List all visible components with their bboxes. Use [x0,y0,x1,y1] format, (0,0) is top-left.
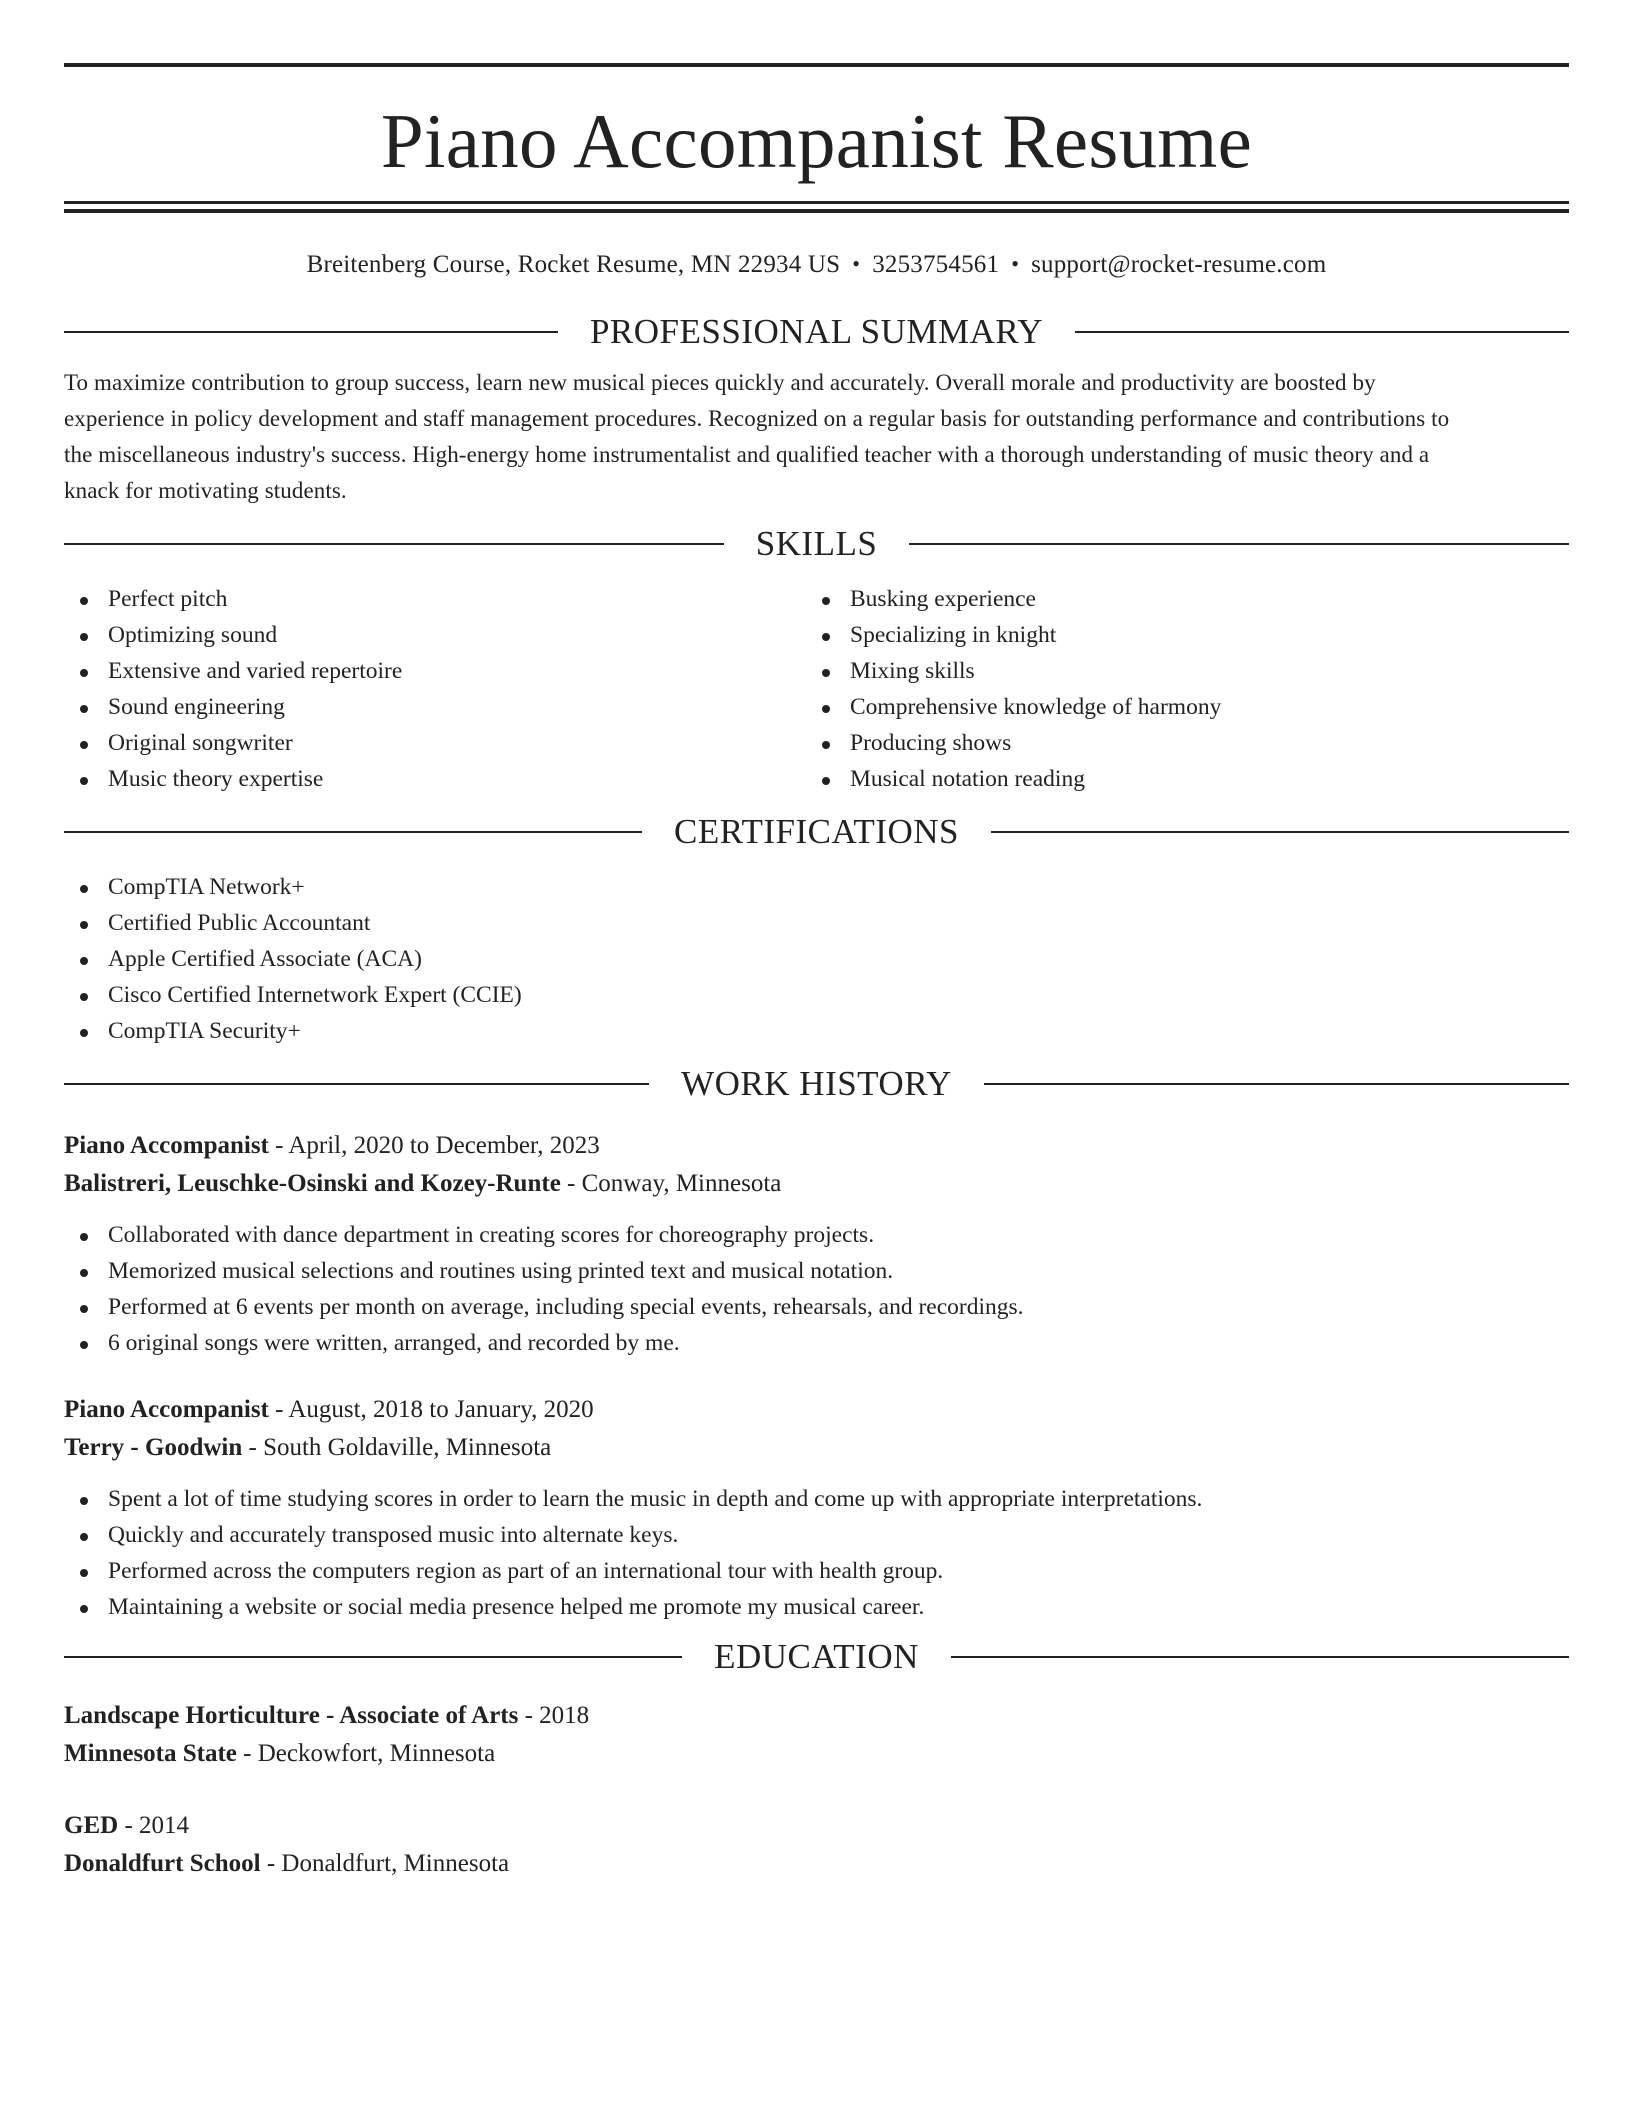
skill-item: Music theory expertise [64,761,806,797]
contact-phone: 3253754561 [872,251,1000,278]
skill-item: Musical notation reading [806,761,1548,797]
job-bullets [64,1217,1569,1361]
skill-item: Mixing skills [806,653,1548,689]
education-degree: Landscape Horticulture - Associate of Arts [64,1702,519,1729]
section-rule [64,1656,682,1658]
section-rule [991,831,1569,833]
job-entry [64,1391,1569,1625]
job-bullet: Quickly and accurately transposed music into alternate keys. [64,1517,1569,1553]
job-role: Piano Accompanist [64,1396,269,1423]
summary-line: experience in policy development and staff management procedures. Recognized on a regular basis for outstanding performance and contributions to [64,406,1450,431]
contact-separator: • [1011,251,1020,276]
education-entry [64,1697,1569,1773]
skill-item: Producing shows [806,725,1548,761]
skills-list-left [64,581,806,797]
section-rule [64,543,724,545]
certification-item: Cisco Certified Internetwork Expert (CCIE) [64,977,1569,1013]
job-title-line [64,1391,1569,1429]
section-rule [64,831,642,833]
section-header-certifications [64,810,1569,854]
certification-item: Certified Public Accountant [64,905,1569,941]
education-year: - 2014 [118,1812,190,1839]
skill-item: Optimizing sound [64,617,806,653]
certification-item: Apple Certified Associate (ACA) [64,941,1569,977]
job-bullet: Performed at 6 events per month on average, including special events, rehearsals, and recordings. [64,1289,1569,1325]
certification-item: CompTIA Network+ [64,869,1569,905]
job-company: Balistreri, Leuschke-Osinski and Kozey-Runte [64,1170,561,1197]
section-rule [64,1083,649,1085]
job-location: - South Goldaville, Minnesota [242,1434,552,1461]
job-role: Piano Accompanist [64,1132,269,1159]
section-rule [64,331,558,333]
job-bullet: Performed across the computers region as part of an international tour with health group. [64,1553,1569,1589]
contact-separator: • [852,251,861,276]
job-bullet: 6 original songs were written, arranged, and recorded by me. [64,1325,1569,1361]
job-location: - Conway, Minnesota [560,1170,782,1197]
skill-item: Extensive and varied repertoire [64,653,806,689]
job-bullet: Collaborated with dance department in creating scores for choreography projects. [64,1217,1569,1253]
summary-text [64,365,1569,509]
education-degree-line [64,1807,1569,1845]
section-header-work [64,1062,1569,1106]
section-title-summary: PROFESSIONAL SUMMARY [589,312,1044,351]
section-header-education [64,1635,1569,1679]
education-school-line [64,1735,1569,1773]
section-rule [984,1083,1569,1085]
education-location: - Donaldfurt, Minnesota [260,1850,510,1877]
job-entry [64,1127,1569,1361]
education-degree-line [64,1697,1569,1735]
section-header-summary [64,310,1569,354]
education-entry [64,1807,1569,1883]
summary-line: knack for motivating students. [64,478,347,503]
summary-line: the miscellaneous industry's success. High-energy home instrumentalist and qualified teacher with a thorough understanding of music theory and a [64,442,1430,467]
education-school: Minnesota State [64,1740,237,1767]
section-rule [951,1656,1569,1658]
job-company-line [64,1429,1569,1467]
section-title-work: WORK HISTORY [681,1064,952,1103]
skill-item: Specializing in knight [806,617,1548,653]
certifications-list [64,869,1569,1049]
education-degree: GED [64,1812,119,1839]
job-bullet: Memorized musical selections and routines using printed text and musical notation. [64,1253,1569,1289]
job-bullet: Maintaining a website or social media presence helped me promote my musical career. [64,1589,1569,1625]
job-dates: - August, 2018 to January, 2020 [268,1396,594,1423]
page-title: Piano Accompanist Resume [380,98,1253,184]
job-title-line [64,1127,1569,1165]
job-bullet: Spent a lot of time studying scores in order to learn the music in depth and come up with appropriate interpretations. [64,1481,1569,1517]
skill-item: Comprehensive knowledge of harmony [806,689,1548,725]
title-double-rule [64,201,1569,213]
education-year: - 2018 [518,1702,590,1729]
job-dates: - April, 2020 to December, 2023 [268,1132,600,1159]
skills-list-right [806,581,1548,797]
job-company-line [64,1165,1569,1203]
section-header-skills [64,522,1569,566]
section-title-skills: SKILLS [755,524,878,563]
certification-item: CompTIA Security+ [64,1013,1569,1049]
top-rule [64,63,1569,67]
skill-item: Sound engineering [64,689,806,725]
skill-item: Original songwriter [64,725,806,761]
section-rule [1075,331,1569,333]
skill-item: Busking experience [806,581,1548,617]
job-bullets [64,1481,1569,1625]
contact-email: support@rocket-resume.com [1031,251,1327,278]
section-rule [909,543,1569,545]
resume-page [64,63,1569,1883]
skill-item: Perfect pitch [64,581,806,617]
skills-columns [64,581,1569,797]
contact-line [64,250,1569,280]
education-location: - Deckowfort, Minnesota [236,1740,496,1767]
education-school-line [64,1845,1569,1883]
summary-line: To maximize contribution to group success, learn new musical pieces quickly and accurately. Overall morale and productivity are boosted by [64,370,1376,395]
contact-address: Breitenberg Course, Rocket Resume, MN 22934 US [306,251,841,278]
education-school: Donaldfurt School [64,1850,261,1877]
section-title-education: EDUCATION [714,1637,919,1676]
job-company: Terry - Goodwin [64,1434,243,1461]
section-title-certifications: CERTIFICATIONS [674,812,959,851]
